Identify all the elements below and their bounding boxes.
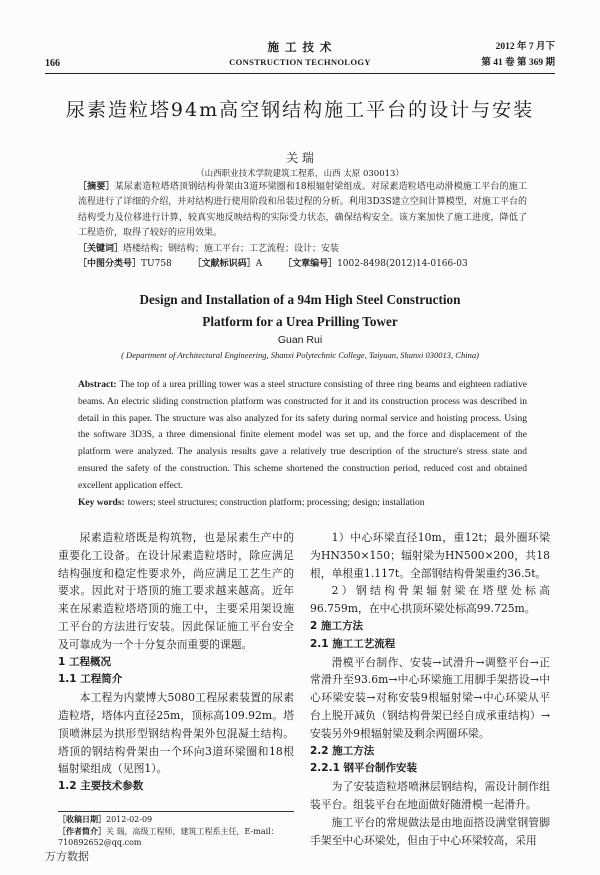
journal-title-cn: 施 工 技 术 xyxy=(267,40,333,54)
section-heading-2-2-1: 2.2.1 钢平台制作安装 xyxy=(310,762,418,775)
keywords-en-text: towers; steel structures; construction platform; processing; design; installation xyxy=(127,497,425,508)
received-label: ［收稿日期］ xyxy=(58,815,106,824)
abstract-cn xyxy=(78,180,527,272)
article-number xyxy=(283,257,468,272)
doc-code-label: ［文献标识码］ xyxy=(192,259,256,270)
keywords-cn xyxy=(78,242,527,257)
received-value: 2012-02-09 xyxy=(106,815,153,824)
bio-label: ［作者简介］ xyxy=(58,826,106,836)
title-en-line2: Platform for a Urea Prilling Tower xyxy=(202,314,398,329)
keywords-en-label: Key words: xyxy=(78,497,125,508)
footnote-rule xyxy=(58,811,294,812)
journal-masthead xyxy=(150,39,450,69)
author-affiliation-en: ( Department of Architectural Engineering, Shanxi Polytechnic College, Taiyuan, Shanxi 030013, China) xyxy=(121,350,479,360)
issue-date: 2012 年 7 月下 xyxy=(495,42,555,52)
received-date xyxy=(58,814,303,826)
body-right-column xyxy=(310,529,550,849)
parameter-item-1: 1）中心环梁直径10m，重12t；最外圈环梁为HN350×150；辐射梁为HN500×200，共18根，单根重1.117t。全部钢结构骨架重约36.5t。 xyxy=(310,531,550,580)
section-heading-1-2: 1.2 主要技术参数 xyxy=(58,780,144,793)
clc-label: ［中图分类号］ xyxy=(78,259,142,270)
document-code xyxy=(193,257,263,272)
author-name: 关 瑞 xyxy=(286,151,314,165)
section-heading-1: 1 工程概况 xyxy=(58,655,111,668)
footnote xyxy=(58,814,303,849)
author-name-en: Guan Rui xyxy=(277,334,323,346)
section-heading-2: 2 施工方法 xyxy=(310,619,363,632)
body-left-column xyxy=(58,529,294,796)
process-flow-paragraph: 滑模平台制作、安装→试滑升→调整平台→正常滑升至93.6m→中心环梁施工用脚手架搭设→中心环梁安装→对称安装9根辐射梁→中心环梁从平台上脱开减负（钢结构骨架已经自成承重结构）→安装另外9根辐射梁及剩余两圈环梁。 xyxy=(310,655,550,740)
header-rule xyxy=(45,73,555,74)
abstract-cn-text: 某尿素造粒塔塔顶钢结构骨架由3道环梁圈和18根辐射梁组成。对尿素造粒塔电动滑模施工平台的施工流程进行了详细的介绍，并对结构进行使用阶段和吊装过程的分析。利用3D3S建立空间计算模型，对施工平台的结构受力及位移进行计算，较真实地反映结构的实际受力状态，确保结构安全。该方案加快了施工进度，降低了工程造价，取得了较好的应用效果。 xyxy=(78,182,527,239)
section-heading-1-1: 1.1 工程简介 xyxy=(58,673,123,686)
article-no-value: 1002-8498(2012)14-0166-03 xyxy=(337,259,468,270)
platform-paragraph-2: 施工平台的常规做法是由地面搭设满堂钢管脚手架至中心环梁处，但由于中心环梁较高，采用 xyxy=(310,815,550,847)
article-no-label: ［文章编号］ xyxy=(283,259,338,270)
author-affiliation: （山西职业技术学院建筑工程系，山西 太原 030013） xyxy=(196,169,404,179)
issue-info xyxy=(481,39,555,71)
journal-title-en: CONSTRUCTION TECHNOLOGY xyxy=(229,57,371,67)
parameter-item-2: 2）钢结构骨架辐射梁在塔壁处标高96.759m，在中心拱顶环梁处标高99.725m。 xyxy=(310,584,550,616)
abstract-en-label: Abstract: xyxy=(78,380,117,390)
author-bio xyxy=(58,826,303,838)
section-heading-2-1: 2.1 施工工艺流程 xyxy=(310,637,396,650)
platform-paragraph-1: 为了安装造粒塔喷淋层钢结构，需设计制作组装平台。组装平台在地面做好随滑模一起滑升。 xyxy=(310,780,550,811)
doc-code-value: A xyxy=(255,259,263,270)
project-overview-paragraph: 本工程为内蒙博大5080工程尿素装置的尿素造粒塔，塔体内直径25m，顶标高109.92m。塔顶喷淋层为拱形型钢结构骨架外包混凝土结构。塔顶的钢结构骨架由一个环向3道环梁圈和18根辐射梁组成（见图1）。 xyxy=(58,691,294,776)
bio-text: 关 瑞，高级工程师，建筑工程系主任，E-mail： xyxy=(106,826,279,836)
clc-value: TU758 xyxy=(141,259,172,270)
abstract-cn-label: ［摘要］ xyxy=(78,182,115,192)
abstract-cn-paragraph xyxy=(78,180,527,242)
keywords-cn-label: ［关键词］ xyxy=(78,243,124,254)
classification-line xyxy=(78,257,527,272)
abstract-en xyxy=(78,377,527,511)
volume-issue: 第 41 卷 第 369 期 xyxy=(481,58,555,68)
watermark: 万方数据 xyxy=(45,850,89,863)
author-email: 710892652@qq.com xyxy=(58,838,142,848)
clc-number xyxy=(78,257,172,272)
title-en-line1: Design and Installation of a 94m High Steel Construction xyxy=(139,292,461,307)
section-heading-2-2: 2.2 施工方法 xyxy=(310,744,375,757)
page-number: 166 xyxy=(45,58,60,69)
article-title-en xyxy=(0,289,600,333)
abstract-en-paragraph xyxy=(78,377,527,495)
abstract-en-text: The top of a urea prilling tower was a steel structure consisting of three ring beams and eighteen radiative beams. An electric sliding construction platform was constructed for it and its construction process was described in detail in this paper. The structure was also analyzed for its safety during normal service and hoisting process. Using the software 3D3S, a three dimensional finite element model was set up, and the force and displacement of the platform were analyzed. The analysis results gave a relatively true description of the structure's stress state and ensured the safety of the construction. This scheme shortened the construction period, reduced cost and obtained excellent application effect. xyxy=(78,380,527,491)
article-title: 尿素造粒塔94m高空钢结构施工平台的设计与安装 xyxy=(65,99,535,121)
keywords-cn-text: 塔楼结构；钢结构；施工平台；工艺流程；设计；安装 xyxy=(123,243,340,254)
intro-paragraph: 尿素造粒塔既是构筑物，也是尿素生产中的重要化工设备。在设计尿素造粒塔时，除应满足结构强度和稳定性要求外，尚应满足工艺生产的要求。因此对于塔顶的施工要求越来越高。近年来在尿素造粒塔塔顶的施工中，主要采用架设施工平台的方法进行安装。因此保证施工平台安全及可靠成为一个十分复杂而重要的课题。 xyxy=(58,531,294,651)
keywords-en xyxy=(78,495,527,512)
